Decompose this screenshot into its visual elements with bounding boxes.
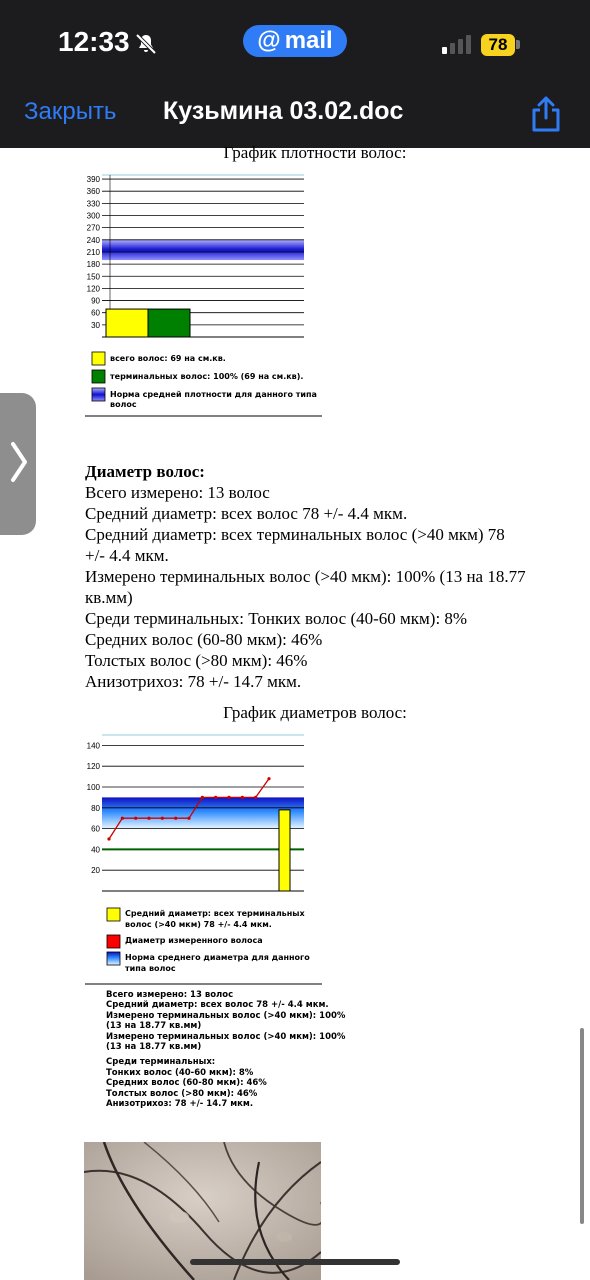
stats-line: Измерено терминальных волос (>40 мкм): 100% [106,1010,346,1021]
diameter-point [174,817,177,820]
stats-line: Всего измерено: 13 волос [106,990,234,1000]
density-legend-label: терминальных волос: 100% (69 на см.кв). [110,372,304,381]
density-legend-label: волос [110,400,137,409]
stats-line: Измерено терминальных волос (>40 мкм): 100% [106,1031,346,1042]
diameter-point [201,796,204,799]
diameter-legend-swatch [107,935,120,948]
density-norm-band [102,240,304,260]
signal-icon [442,34,472,54]
diameter-text-block [85,482,555,692]
battery-level: 78 [488,35,508,54]
density-chart [80,170,330,420]
density-chart-caption: График плотности волос: [223,143,407,162]
diameter-line: Измерено терминальных волос (>40 мкм): 100% (13 на 18.77 [85,567,526,586]
diameter-point [134,817,137,820]
document-viewer[interactable] [0,143,590,1280]
diameter-point [187,817,190,820]
density-bar [148,309,190,337]
stats-line: (13 на 18.77 кв.мм) [106,1021,202,1032]
stats-line: Толстых волос (>80 мкм): 46% [106,1088,258,1099]
diameter-line: Всего измерено: 13 волос [85,483,270,502]
stats-line: (13 на 18.77 кв.мм) [106,1042,202,1053]
diameter-point [241,796,244,799]
stats-line: Средний диаметр: всех волос 78 +/- 4.4 мкм. [106,1000,329,1011]
diameter-legend-swatch [107,908,120,921]
diameter-y-tick: 20 [91,866,100,876]
diameter-line: Анизотрихоз: 78 +/- 14.7 мкм. [85,672,302,691]
density-y-tick: 90 [91,296,100,306]
diameter-y-tick: 60 [91,824,100,834]
diameter-stats-block [106,990,345,1109]
diameter-legend-swatch [107,952,120,965]
battery-icon [481,34,515,56]
diameter-legend-label: типа волос [125,964,176,973]
diameter-line: кв.мм) [85,588,133,607]
diameter-y-tick: 120 [86,762,100,772]
stats-line: Анизотрихоз: 78 +/- 14.7 мкм. [106,1099,254,1110]
diameter-heading: Диаметр волос: [85,462,205,481]
diameter-point [121,817,124,820]
scrollbar[interactable] [580,1028,584,1224]
bell-muted-icon [134,32,158,56]
document-title: Кузьмина 03.02.doc [163,97,404,125]
battery-nub [516,40,520,49]
app-top-bar [0,0,590,148]
diameter-y-tick: 40 [91,845,100,855]
chevron-right-icon[interactable] [9,440,29,484]
share-icon[interactable] [530,96,562,132]
diameter-line: Средний диаметр: всех терминальных волос (>40 мкм) 78 [85,525,505,544]
density-y-tick: 60 [91,308,100,318]
diameter-point [254,796,257,799]
diameter-mean-bar [279,810,290,891]
diameter-y-tick: 100 [86,783,100,792]
density-y-tick: 240 [86,235,100,245]
status-time: 12:33 [58,26,130,57]
diameter-legend-label: Средний диаметр: всех терминальных [125,909,305,918]
diameter-line: Толстых волос (>80 мкм): 46% [85,651,308,670]
density-legend-swatch [92,352,105,365]
close-button[interactable]: Закрыть [24,98,117,125]
density-y-tick: 150 [86,272,100,282]
diameter-y-tick: 80 [91,803,100,813]
diameter-point [214,796,217,799]
diameter-line: Средних волос (60-80 мкм): 46% [85,630,323,649]
density-legend-label: всего волос: 69 на см.кв. [110,354,226,363]
diameter-chart [80,730,330,990]
mail-app-pill[interactable] [243,25,347,57]
density-legend-swatch [92,388,105,401]
density-y-tick: 390 [86,175,100,185]
diameter-y-tick: 140 [86,741,100,751]
diameter-line: Среди терминальных: Тонких волос (40-60 мкм): 8% [85,609,468,628]
density-y-tick: 270 [86,223,100,233]
density-y-tick: 300 [86,211,100,221]
diameter-line: Средний диаметр: всех волос 78 +/- 4.4 мкм. [85,504,408,523]
diameter-point [107,837,110,840]
density-legend-swatch [92,370,105,383]
diameter-point [227,796,230,799]
density-legend-label: Норма средней плотности для данного типа [110,390,317,399]
stats-line: Среди терминальных: [106,1057,216,1068]
density-bar [106,309,148,337]
diameter-point [267,777,270,780]
stats-line: Средних волос (60-80 мкм): 46% [106,1078,267,1089]
mail-pill-label: mail [284,27,333,54]
density-y-tick: 180 [86,260,100,270]
density-y-tick: 210 [86,247,100,257]
diameter-legend-label: Норма среднего диаметра для данного [125,953,310,962]
diameter-legend-label: волос (>40 мкм) 78 +/- 4.4 мкм. [125,920,272,929]
diameter-norm-band [102,797,304,828]
diameter-chart-caption: График диаметров волос: [223,703,407,722]
diameter-legend-label: Диаметр измеренного волоса [125,936,263,945]
density-y-tick: 120 [86,284,100,294]
density-y-tick: 30 [91,320,100,330]
home-indicator[interactable] [190,1259,400,1265]
density-y-tick: 330 [86,199,100,209]
diameter-point [147,817,150,820]
diameter-point [161,817,164,820]
at-sign-icon: @ [257,27,281,54]
stats-line: Тонких волос (40-60 мкм): 8% [106,1067,254,1078]
density-y-tick: 360 [86,187,100,197]
diameter-line: +/- 4.4 мкм. [85,546,169,565]
